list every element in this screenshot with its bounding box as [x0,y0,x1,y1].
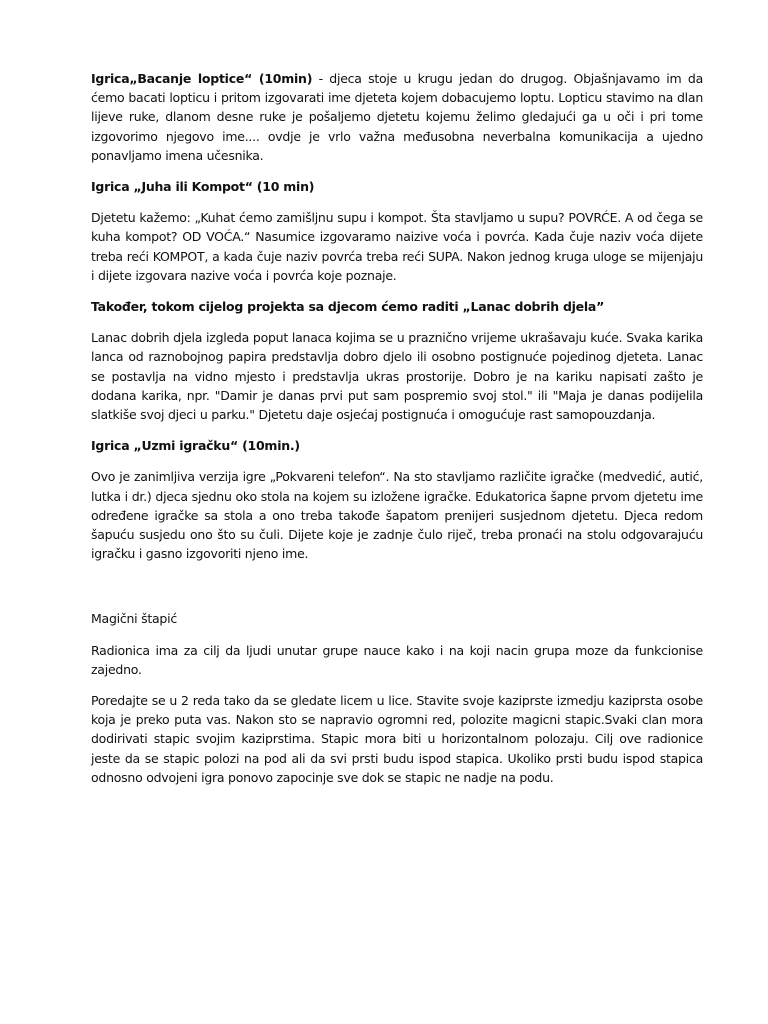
heading-magicni-stapic: Magični štapić [91,611,177,627]
paragraph-uzmi-igracku: Ovo je zanimljiva verzija igre „Pokvareni telefon“. Na sto stavljamo različite igračke (medvedić, autić, lutka i dr.) djeca sjednu oko stola na kojem su izložene igračke. Edukatorica šapne prvom djetetu ime određene igračke sa stola a ono treba takođe šapatom prenijeri susjednom djetetu. Djeca redom šapuću susjedu ono što su čuli. Dijete koje je zadnje čulo riječ, treba pronaći na stolu odgovarajuću igračku i gasno izgovoriti njeno ime. [91,469,703,562]
heading-juha-ili-kompot: Igrica „Juha ili Kompot“ (10 min) [91,179,315,195]
spacer [91,575,703,609]
paragraph-juha-ili-kompot: Djetetu kažemo: „Kuhat ćemo zamišljnu supu i kompot. Šta stavljamo u supu? POVRĆE. A od čega se kuha kompot? OD VOĆA.“ Nasumice izgovaramo naizive voća i povrća. Kada čuje naziv voća dijete treba reći KOMPOT, a kada čuje naziv povrća treba reći SUPA. Nakon jednog kruga uloge se mijenjaju i dijete izgovara nazive voća i povrća koje poznaje. [91,210,703,283]
paragraph-magicni-stapic-rules: Poredajte se u 2 reda tako da se gledate licem u lice. Stavite svoje kaziprste izmedju kaziprsta osobe koja je preko puta vas. Nakon sto se napravio ogromni red, polozite magicni stapic.Svaki clan mora dodirivati stapic svojim kaziprstima. Stapic mora biti u horizontalnom polozaju. Cilj ove radionice jeste da se stapic polozi na pod ali da svi prsti budu ispod stapica. Ukoliko prsti budu ispod stapica odnosno odvojeni igra ponovo zapocinje sve dok se stapic ne nadje na podu. [91,693,703,785]
paragraph-lanac-dobrih-djela: Lanac dobrih djela izgleda poput lanaca kojima se u prazničnо vrijeme ukrašavaju kuće. Svaka karika lanca od raznobojnog papira predstavlja dobro djelo ili osobno postignuće pojedinog djeteta. Lanac se postavlja na vidno mjesto i predstavlja ukras prostorije. Dobro je na kariku napisati zašto je dodana karika, npr. "Damir je danas prvi put sam pospremio svoj stol." ili "Maja je danas podijelila slatkiše svoj djeci u parku." Djetetu daje osjećaj postignuća i omogućuje rast samopouzdanja. [91,330,703,423]
heading-lanac-dobrih-djela: Također, tokom cijelog projekta sa djecom ćemo raditi „Lanac dobrih djela” [91,299,605,315]
paragraph-bacanje-loptice-text: - djeca stoje u krugu jedan do drugog. Objašnjavamo im da ćemo bacati lopticu i pritom izgovarati ime djeteta kojem dobacujemo loptu. Lopticu stavimo na dlan lijeve ruke, dlanom desne ruke je pošaljemo djetetu kojemu želimo gledajući ga u oči i pri tome izgovorimo njegovo ime.... ovdje je vrlo važna međusobna neverbalna komunikacija a ujedno ponavljamo imena učesnika. [91,71,703,163]
paragraph-bacanje-loptice [91,69,703,165]
heading-uzmi-igracku: Igrica „Uzmi igračku“ (10min.) [91,438,300,454]
document-page [91,69,703,799]
paragraph-magicni-stapic-intro: Radionica ima za cilj da ljudi unutar grupe nauce kako i na koji nacin grupa moze da funkcionise zajedno. [91,642,703,677]
game-title-bacanje-loptice: Igrica„Bacanje loptice“ (10min) [91,71,313,86]
